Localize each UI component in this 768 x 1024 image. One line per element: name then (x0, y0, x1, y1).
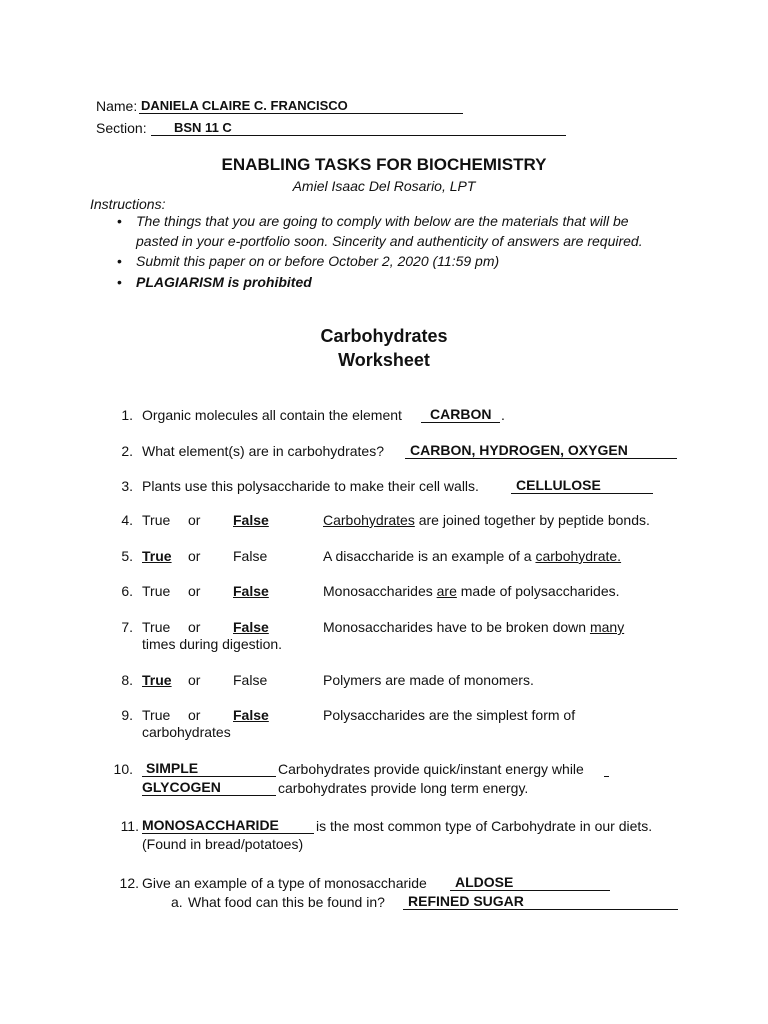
instructions-label: Instructions: (90, 196, 166, 212)
question-10-answer-2: GLYCOGEN (142, 779, 221, 795)
answer-underline (421, 422, 500, 423)
question-11-line2: (Found in bread/potatoes) (142, 836, 304, 852)
true-option: True (142, 512, 171, 528)
question-3-answer: CELLULOSE (516, 477, 601, 493)
question-12-text: Give an example of a type of monosaccharide (142, 875, 427, 891)
question-number: 3. (121, 478, 133, 494)
instruction-1-cont: pasted in your e-portfolio soon. Sincerity and authenticity of answers are required. (136, 233, 643, 249)
question-number: 4. (121, 512, 133, 528)
question-number: 5. (121, 548, 133, 564)
true-option-selected: True (142, 672, 172, 688)
question-number: 11. (120, 818, 139, 834)
name-underline (139, 113, 463, 114)
instruction-3: PLAGIARISM is prohibited (136, 274, 312, 290)
bullet-dot: • (117, 253, 122, 269)
worksheet-subtitle: Worksheet (338, 350, 430, 370)
false-option: False (233, 672, 268, 688)
question-12-answer: ALDOSE (455, 874, 514, 890)
bullet-dot: • (117, 213, 122, 229)
question-2-text: What element(s) are in carbohydrates? (142, 443, 384, 459)
question-6-statement (323, 583, 620, 599)
question-10-answer-1: SIMPLE (146, 760, 199, 776)
question-number: 1. (121, 407, 133, 423)
answer-underline (450, 890, 610, 891)
false-option-selected: False (233, 512, 269, 528)
question-12-sub-answer: REFINED SUGAR (408, 893, 524, 909)
page-title: ENABLING TASKS FOR BIOCHEMISTRY (221, 155, 547, 174)
question-1-end: . (501, 407, 505, 423)
section-value: BSN 11 C (174, 120, 232, 135)
name-value: DANIELA CLAIRE C. FRANCISCO (141, 98, 348, 113)
true-option: True (142, 619, 171, 635)
question-7-line2: times during digestion. (142, 636, 283, 652)
question-7-statement (323, 619, 624, 635)
true-option: True (142, 583, 171, 599)
question-3-text: Plants use this polysaccharide to make their cell walls. (142, 478, 479, 494)
question-7-underlined: many (589, 619, 625, 635)
or-label: or (188, 583, 201, 599)
question-12-sub-label: a. (171, 894, 183, 910)
or-label: or (188, 672, 201, 688)
question-5-pre: A disaccharide is an example of a (323, 548, 536, 564)
question-10-text-2: carbohydrates provide long term energy. (278, 780, 529, 796)
question-4-underlined: Carbohydrates (323, 512, 415, 528)
worksheet-title: Carbohydrates (320, 326, 448, 346)
section-label: Section: (96, 120, 147, 136)
question-number: 10. (113, 761, 133, 777)
or-label: or (188, 512, 201, 528)
false-option-selected: False (233, 707, 269, 723)
or-label: or (188, 707, 201, 723)
question-4-statement (323, 512, 650, 528)
answer-underline (604, 776, 609, 777)
answer-underline (403, 909, 678, 910)
question-5-underlined: carbohydrate. (535, 548, 622, 564)
question-10-text-1: Carbohydrates provide quick/instant energy while (278, 761, 584, 777)
question-6-rest: made of polysaccharides. (456, 583, 620, 599)
question-6-pre: Monosaccharides (323, 583, 437, 599)
question-8-statement: Polymers are made of monomers. (323, 672, 534, 688)
instruction-2: Submit this paper on or before October 2, 2020 (11:59 pm) (136, 253, 500, 269)
answer-underline (142, 795, 276, 796)
section-underline (151, 135, 566, 136)
question-number: 7. (121, 619, 133, 635)
question-9-line2: carbohydrates (142, 724, 231, 740)
question-1-text: Organic molecules all contain the element (142, 407, 402, 423)
question-number: 2. (121, 443, 133, 459)
author-line: Amiel Isaac Del Rosario, LPT (292, 178, 476, 194)
question-1-answer: CARBON (430, 406, 492, 422)
question-6-underlined: are (436, 583, 457, 599)
answer-underline (511, 493, 653, 494)
true-option-selected: True (142, 548, 172, 564)
false-option-selected: False (233, 583, 269, 599)
question-number: 6. (121, 583, 133, 599)
or-label: or (188, 619, 201, 635)
false-option-selected: False (233, 619, 269, 635)
false-option: False (233, 548, 268, 564)
question-number: 12. (119, 875, 139, 891)
instruction-1: The things that you are going to comply with below are the materials that will be (136, 213, 629, 229)
question-9-statement: Polysaccharides are the simplest form of (323, 707, 576, 723)
question-2-answer: CARBON, HYDROGEN, OXYGEN (410, 442, 628, 458)
bullet-dot: • (117, 274, 122, 290)
question-11-answer: MONOSACCHARIDE (142, 817, 279, 833)
question-number: 8. (121, 672, 133, 688)
answer-underline (142, 833, 314, 834)
question-number: 9. (121, 707, 133, 723)
question-5-statement (323, 548, 621, 564)
or-label: or (188, 548, 201, 564)
question-4-rest: are joined together by peptide bonds. (414, 512, 650, 528)
answer-underline (142, 776, 276, 777)
true-option: True (142, 707, 171, 723)
question-7-pre: Monosaccharides have to be broken down (323, 619, 590, 635)
question-11-text: is the most common type of Carbohydrate in our diets. (316, 818, 653, 834)
name-label: Name: (96, 98, 138, 114)
answer-underline (405, 458, 677, 459)
question-12-sub-text: What food can this be found in? (188, 894, 385, 910)
